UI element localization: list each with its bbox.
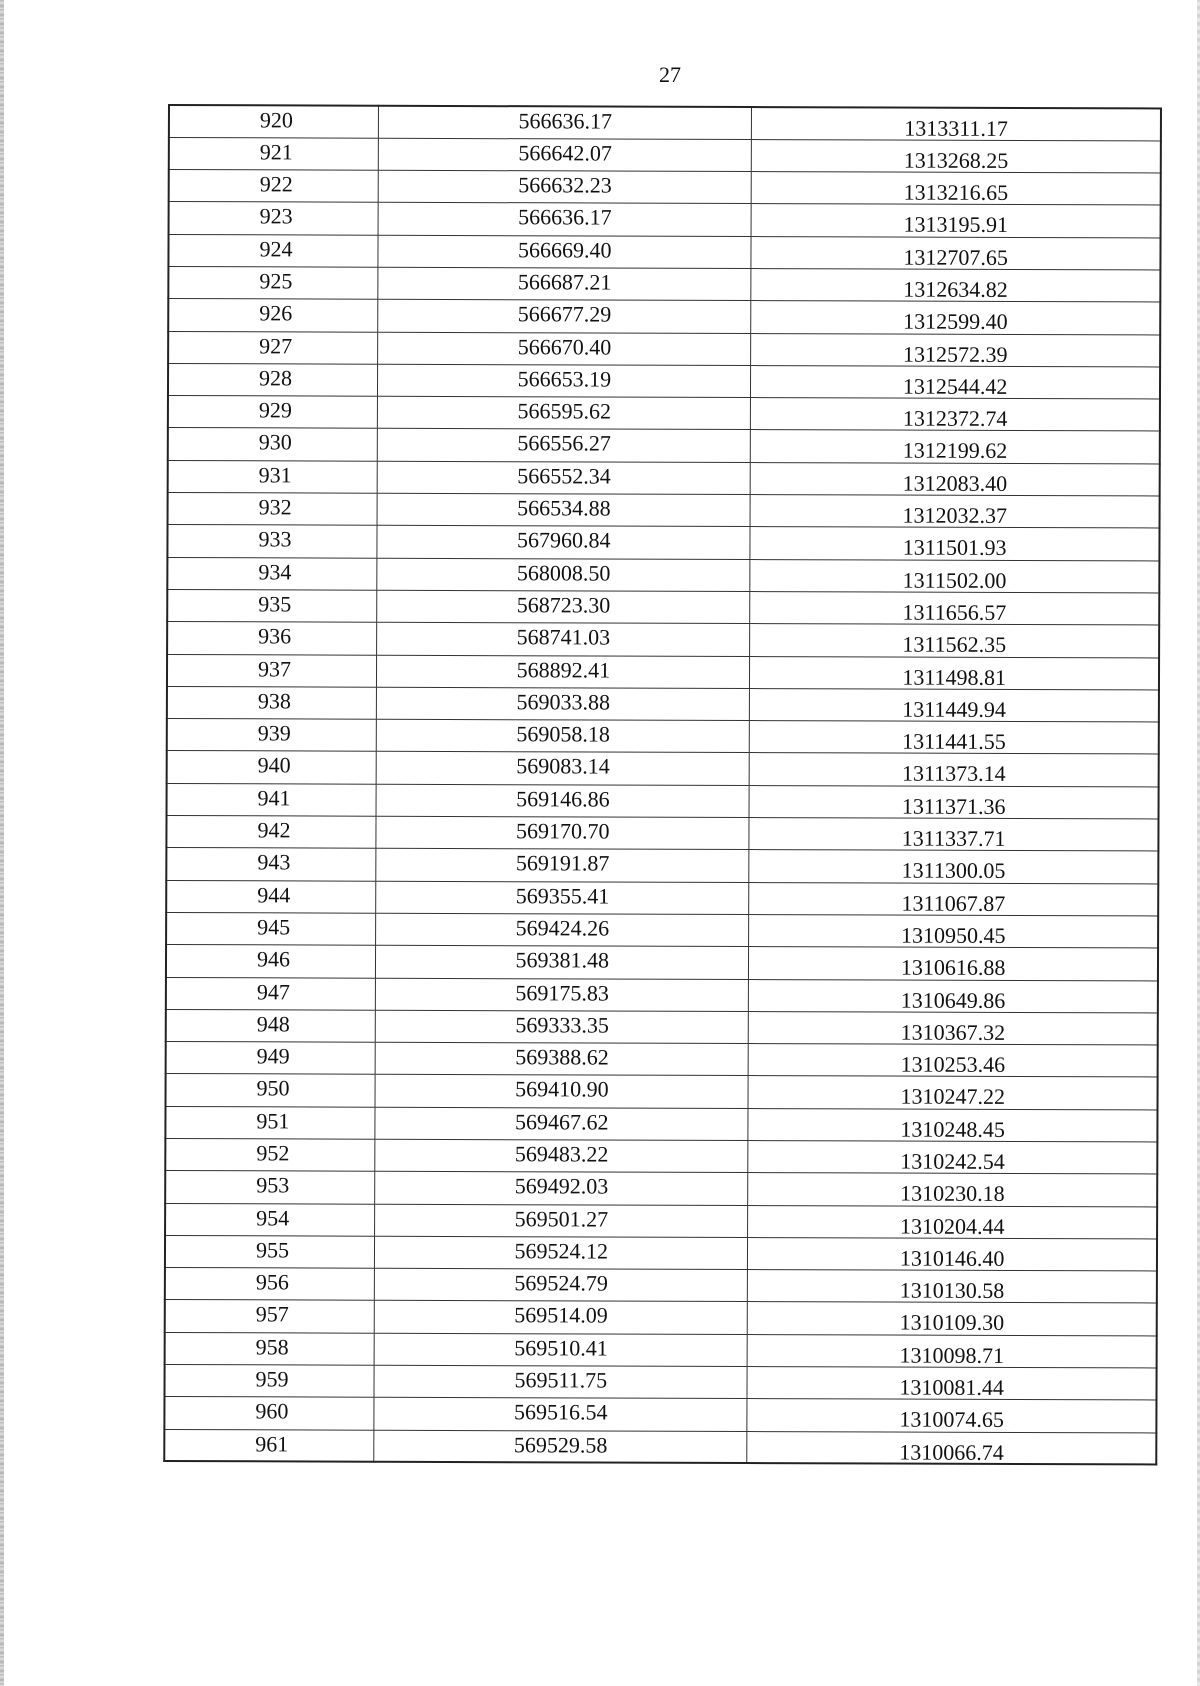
y-coordinate-cell <box>749 850 1158 884</box>
y-coordinate-cell <box>750 624 1159 658</box>
table-row <box>169 105 1161 141</box>
point-number-cell: 938 <box>167 686 377 719</box>
y-coordinate-value: 1312634.82 <box>903 276 1008 302</box>
x-coordinate-cell: 569388.62 <box>375 1042 748 1076</box>
point-number-cell: 951 <box>165 1106 375 1139</box>
point-number-cell: 952 <box>165 1138 375 1171</box>
x-coordinate-cell: 569524.79 <box>375 1268 748 1302</box>
y-coordinate-cell <box>750 591 1159 625</box>
y-coordinate-value: 1310109.30 <box>899 1310 1005 1336</box>
y-coordinate-cell <box>752 172 1161 206</box>
y-coordinate-value: 1310066.74 <box>899 1439 1004 1465</box>
y-coordinate-value: 1311498.81 <box>902 664 1007 690</box>
point-number-cell: 931 <box>168 460 378 493</box>
point-number-cell: 941 <box>167 783 377 816</box>
y-coordinate-value: 1310146.40 <box>899 1245 1005 1271</box>
point-number-cell: 927 <box>168 331 378 364</box>
x-coordinate-cell: 566552.34 <box>377 461 750 495</box>
x-coordinate-cell: 569483.22 <box>375 1139 748 1173</box>
y-coordinate-cell <box>748 1302 1157 1336</box>
point-number-cell: 953 <box>165 1171 375 1204</box>
table-row <box>168 396 1160 432</box>
x-coordinate-cell: 566677.29 <box>378 300 751 334</box>
table-row <box>168 363 1160 399</box>
x-coordinate-cell: 566670.40 <box>378 332 751 366</box>
y-coordinate-value: 1310098.71 <box>899 1342 1005 1368</box>
y-coordinate-cell <box>751 236 1160 270</box>
y-coordinate-value: 1312707.65 <box>903 244 1008 270</box>
table-row <box>167 654 1159 690</box>
y-coordinate-cell <box>751 462 1160 496</box>
point-number-cell: 934 <box>167 557 377 590</box>
y-coordinate-value: 1311373.14 <box>901 761 1006 787</box>
point-number-cell: 930 <box>168 428 378 461</box>
point-number-cell: 937 <box>167 654 377 687</box>
point-number-cell: 933 <box>167 525 377 558</box>
point-number-cell: 950 <box>166 1074 376 1107</box>
y-coordinate-value: 1310616.88 <box>900 954 1006 981</box>
x-coordinate-cell: 569501.27 <box>375 1204 748 1238</box>
y-coordinate-value: 1310367.32 <box>900 1019 1006 1045</box>
table-row <box>167 719 1159 755</box>
y-coordinate-cell <box>748 1237 1157 1271</box>
y-coordinate-cell <box>747 1334 1156 1368</box>
x-coordinate-cell: 566556.27 <box>377 429 750 463</box>
y-coordinate-cell <box>751 430 1160 464</box>
y-coordinate-cell <box>751 301 1160 335</box>
point-number-cell: 940 <box>167 751 377 784</box>
y-coordinate-cell <box>750 753 1159 787</box>
table-row <box>165 1268 1157 1304</box>
y-coordinate-value: 1310081.44 <box>899 1374 1005 1401</box>
y-coordinate-value: 1310130.58 <box>899 1277 1005 1304</box>
table-row <box>166 880 1158 916</box>
point-number-cell: 956 <box>165 1268 375 1301</box>
y-coordinate-cell <box>748 1173 1157 1207</box>
table-row <box>167 783 1159 819</box>
page-number: 27 <box>659 62 681 87</box>
y-coordinate-cell <box>749 818 1158 852</box>
point-number-cell: 922 <box>169 170 379 203</box>
table-row <box>168 460 1160 496</box>
x-coordinate-cell: 569083.14 <box>376 752 749 786</box>
point-number-cell: 925 <box>168 266 378 299</box>
point-number-cell: 942 <box>166 816 376 849</box>
table-row <box>164 1397 1156 1433</box>
point-number-cell: 926 <box>168 299 378 332</box>
y-coordinate-value: 1312544.42 <box>902 373 1008 399</box>
y-coordinate-value: 1312083.40 <box>902 470 1008 496</box>
y-coordinate-cell <box>752 139 1161 173</box>
x-coordinate-cell: 569511.75 <box>374 1365 747 1399</box>
x-coordinate-cell: 568741.03 <box>377 622 750 656</box>
table-row <box>164 1365 1156 1401</box>
y-coordinate-cell <box>750 688 1159 722</box>
table-row <box>165 1203 1157 1239</box>
point-number-cell: 958 <box>165 1332 375 1365</box>
y-coordinate-value: 1310204.44 <box>899 1213 1005 1239</box>
y-coordinate-cell <box>751 398 1160 432</box>
y-coordinate-cell <box>749 785 1158 819</box>
point-number-cell: 949 <box>166 1042 376 1075</box>
x-coordinate-cell: 566534.88 <box>377 493 750 527</box>
y-coordinate-value: 1311337.71 <box>901 825 1006 851</box>
y-coordinate-value: 1312572.39 <box>903 341 1008 367</box>
y-coordinate-value: 1310230.18 <box>900 1180 1005 1207</box>
y-coordinate-cell <box>747 1399 1156 1433</box>
y-coordinate-value: 1310074.65 <box>899 1406 1004 1433</box>
y-coordinate-value: 1312372.74 <box>902 405 1008 432</box>
table-row <box>167 622 1159 658</box>
y-coordinate-cell <box>750 495 1159 529</box>
y-coordinate-value: 1312199.62 <box>902 438 1008 464</box>
y-coordinate-value: 1313268.25 <box>903 147 1009 173</box>
table-row <box>165 1235 1157 1271</box>
x-coordinate-cell: 566636.17 <box>378 203 751 237</box>
table-row <box>168 299 1160 335</box>
y-coordinate-cell <box>749 914 1158 948</box>
x-coordinate-cell: 569033.88 <box>377 687 750 721</box>
y-coordinate-cell <box>751 365 1160 399</box>
y-coordinate-value: 1310242.54 <box>900 1148 1005 1174</box>
point-number-cell: 921 <box>169 137 379 170</box>
y-coordinate-value: 1312032.37 <box>902 502 1008 528</box>
x-coordinate-cell: 569529.58 <box>374 1430 747 1464</box>
table-row <box>167 751 1159 787</box>
table-row <box>168 428 1160 464</box>
y-coordinate-value: 1311501.93 <box>902 534 1007 561</box>
y-coordinate-cell <box>748 1076 1157 1110</box>
point-number-cell: 936 <box>167 622 377 655</box>
y-coordinate-cell <box>749 1011 1158 1045</box>
y-coordinate-value: 1311371.36 <box>901 793 1006 819</box>
x-coordinate-cell: 566653.19 <box>378 364 751 398</box>
x-coordinate-cell: 569510.41 <box>374 1333 747 1367</box>
table-row <box>165 1332 1157 1368</box>
x-coordinate-cell: 569381.48 <box>376 945 749 979</box>
table-row <box>169 170 1161 206</box>
table-row <box>166 977 1158 1013</box>
point-number-cell: 939 <box>167 719 377 752</box>
table-row <box>165 1106 1157 1142</box>
y-coordinate-value: 1311441.55 <box>902 728 1006 755</box>
table-row <box>166 912 1158 948</box>
y-coordinate-value: 1312599.40 <box>903 308 1008 335</box>
table-row <box>166 816 1158 852</box>
y-coordinate-cell <box>748 1270 1157 1304</box>
x-coordinate-cell: 569333.35 <box>375 1010 748 1044</box>
point-number-cell: 944 <box>166 880 376 913</box>
x-coordinate-cell: 566595.62 <box>378 396 751 430</box>
table-row <box>169 202 1161 238</box>
x-coordinate-cell: 569175.83 <box>376 978 749 1012</box>
y-coordinate-cell <box>748 1141 1157 1175</box>
point-number-cell: 935 <box>167 589 377 622</box>
y-coordinate-value: 1310950.45 <box>900 922 1006 948</box>
y-coordinate-cell <box>750 721 1159 755</box>
y-coordinate-cell <box>750 656 1159 690</box>
table-row <box>167 589 1159 625</box>
x-coordinate-cell: 568723.30 <box>377 590 750 624</box>
y-coordinate-value: 1311067.87 <box>901 890 1006 916</box>
point-number-cell: 955 <box>165 1235 375 1268</box>
x-coordinate-cell: 569424.26 <box>376 913 749 947</box>
x-coordinate-cell: 569492.03 <box>375 1172 748 1206</box>
x-coordinate-cell: 569514.09 <box>374 1301 747 1335</box>
table-row <box>166 1009 1158 1045</box>
scan-edge-left <box>0 0 4 1686</box>
y-coordinate-value: 1310253.46 <box>900 1051 1006 1078</box>
table-row <box>164 1429 1156 1465</box>
table-row <box>167 686 1159 722</box>
table-row <box>165 1300 1157 1336</box>
point-number-cell: 954 <box>165 1203 375 1236</box>
y-coordinate-cell <box>749 979 1158 1013</box>
y-coordinate-cell <box>751 269 1160 303</box>
point-number-cell: 959 <box>164 1365 374 1398</box>
y-coordinate-value: 1313195.91 <box>903 211 1009 238</box>
table-row <box>165 1171 1157 1207</box>
table-row <box>165 1138 1157 1174</box>
point-number-cell: 929 <box>168 396 378 429</box>
table-row <box>169 137 1161 173</box>
point-number-cell: 932 <box>168 493 378 526</box>
point-number-cell: 945 <box>166 912 376 945</box>
y-coordinate-cell <box>750 559 1159 593</box>
y-coordinate-value: 1313311.17 <box>904 115 1008 141</box>
x-coordinate-cell: 569191.87 <box>376 849 749 883</box>
table-row <box>168 266 1160 302</box>
y-coordinate-value: 1311449.94 <box>902 696 1006 722</box>
table-row <box>167 525 1159 561</box>
table-row <box>167 557 1159 593</box>
y-coordinate-cell <box>748 1205 1157 1239</box>
y-coordinate-value: 1313216.65 <box>903 179 1009 206</box>
point-number-cell: 923 <box>169 202 379 235</box>
point-number-cell: 920 <box>169 105 379 138</box>
y-coordinate-value: 1311502.00 <box>902 567 1007 593</box>
point-number-cell: 947 <box>166 977 376 1010</box>
point-number-cell: 948 <box>166 1009 376 1042</box>
y-coordinate-cell <box>749 882 1158 916</box>
x-coordinate-cell: 569516.54 <box>374 1398 747 1432</box>
table-row <box>166 848 1158 884</box>
y-coordinate-cell <box>752 107 1161 141</box>
x-coordinate-cell: 566687.21 <box>378 267 751 301</box>
x-coordinate-cell: 569170.70 <box>376 816 749 850</box>
y-coordinate-value: 1311300.05 <box>901 857 1006 884</box>
y-coordinate-value: 1311656.57 <box>902 599 1007 625</box>
point-number-cell: 928 <box>168 363 378 396</box>
table-row <box>168 331 1160 367</box>
x-coordinate-cell: 569410.90 <box>375 1075 748 1109</box>
x-coordinate-cell: 568892.41 <box>377 655 750 689</box>
table-row <box>166 1042 1158 1078</box>
x-coordinate-cell: 566642.07 <box>379 138 752 172</box>
y-coordinate-cell <box>747 1431 1156 1465</box>
y-coordinate-value: 1310248.45 <box>900 1116 1005 1142</box>
point-number-cell: 943 <box>166 848 376 881</box>
y-coordinate-value: 1310649.86 <box>900 987 1006 1013</box>
x-coordinate-cell: 569355.41 <box>376 881 749 915</box>
x-coordinate-cell: 569524.12 <box>375 1236 748 1270</box>
x-coordinate-cell: 566669.40 <box>378 235 751 269</box>
point-number-cell: 957 <box>165 1300 375 1333</box>
y-coordinate-cell <box>749 1044 1158 1078</box>
table-row <box>168 234 1160 270</box>
x-coordinate-cell: 566636.17 <box>379 106 752 140</box>
point-number-cell: 924 <box>168 234 378 267</box>
table-row <box>166 1074 1158 1110</box>
y-coordinate-cell <box>751 204 1160 238</box>
y-coordinate-cell <box>748 1108 1157 1142</box>
table-row <box>168 493 1160 529</box>
y-coordinate-cell <box>750 527 1159 561</box>
point-number-cell: 960 <box>164 1397 374 1430</box>
y-coordinate-value: 1310247.22 <box>900 1083 1006 1110</box>
x-coordinate-cell: 569146.86 <box>376 784 749 818</box>
table-row <box>166 945 1158 981</box>
x-coordinate-cell: 569058.18 <box>376 719 749 753</box>
y-coordinate-cell <box>749 947 1158 981</box>
x-coordinate-cell: 567960.84 <box>377 526 750 560</box>
point-number-cell: 946 <box>166 945 376 978</box>
x-coordinate-cell: 568008.50 <box>377 558 750 592</box>
x-coordinate-cell: 569467.62 <box>375 1107 748 1141</box>
y-coordinate-value: 1311562.35 <box>902 631 1007 658</box>
point-number-cell: 961 <box>164 1429 374 1462</box>
coordinates-table <box>163 104 1162 1466</box>
x-coordinate-cell: 566632.23 <box>378 170 751 204</box>
y-coordinate-cell <box>751 333 1160 367</box>
coordinates-table-body <box>164 105 1161 1465</box>
y-coordinate-cell <box>747 1367 1156 1401</box>
